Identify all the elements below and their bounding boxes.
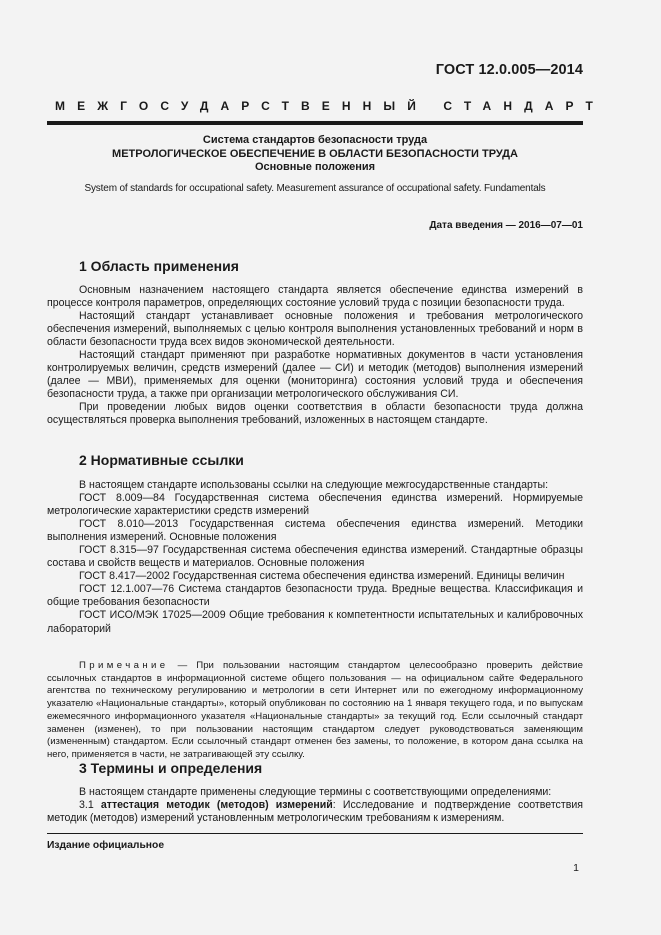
note-label: Примечание [79, 660, 169, 671]
note-text: — При пользовании настоящим стандартом целесообразно проверить действие ссылочных стандартов в информационной системе общего пользования — на официальном сайте Федерального агентства по техническому регулированию и метрологии в сети Интернет или по ежегодному информационному указателю «Национальные стандарты», который опубликован по состоянию на 1 января текущего года, и по выпускам ежемесячного информационного указателя «Национальные стандарты» за текущий год. Если ссылочный стандарт заменен (изменен), то при пользовании настоящим стандартом следует руководствоваться заменяющим (измененным) стандартом. Если ссылочный стандарт отменен без замены, то положение, в котором дана ссылка на него, применяется в части, не затрагивающей эту ссылку. [47, 660, 583, 760]
term-name: аттестация методик (методов) измерений [100, 799, 333, 812]
reference-item: ГОСТ 8.417—2002 Государственная система обеспечения единства измерений. Единицы величин [79, 570, 565, 583]
reference-item: ГОСТ 8.315—97 Государственная система обеспечения единства измерений. Стандартные образцы состава и свойств веществ и материалов. Основные положения [47, 544, 583, 570]
title-main: МЕТРОЛОГИЧЕСКОЕ ОБЕСПЕЧЕНИЕ В ОБЛАСТИ БЕЗОПАСНОСТИ ТРУДА [112, 147, 518, 160]
official-edition-label: Издание официальное [47, 840, 165, 851]
title-block [47, 134, 583, 175]
section-heading-normative-references: 2 Нормативные ссылки [79, 452, 244, 468]
paragraph: Настоящий стандарт устанавливает основные положения и требования метрологического обеспечения измерений, выполняемых с целью контроля выполнения установленных требований и норм в области безопасности труда всех видов экономической деятельности. [47, 310, 583, 349]
reference-item: ГОСТ 8.010—2013 Государственная система обеспечения единства измерений. Методики выполнения измерений. Основные положения [47, 518, 583, 544]
term-number: 3.1 [79, 799, 94, 812]
page-number: 1 [573, 862, 579, 874]
header-rule [47, 121, 583, 125]
document-id: ГОСТ 12.0.005—2014 [435, 62, 583, 78]
title-sub: Основные положения [254, 161, 376, 173]
term-definition [47, 799, 583, 825]
interstate-standard-label: МЕЖГОСУДАРСТВЕННЫЙ СТАНДАРТ [55, 99, 605, 113]
term-definition-text: : Исследование и подтверждение соответствия методик (методов) измерений установленным метрологическим требованиям к измерениям. [47, 799, 583, 825]
paragraph: При проведении любых видов оценки соответствия в области безопасности труда должна осуществляться проверка выполнения требований, изложенных в настоящем стандарте. [47, 401, 583, 427]
paragraph: Настоящий стандарт применяют при разработке нормативных документов в части установления контролируемых величин, средств измерений (далее — СИ) и методик (методов) выполнения измерений (далее — МВИ), применяемых для оценки (мониторинга) состояния условий труда и обеспечения безопасности труда, а также при организации метрологического обслуживания СИ. [47, 349, 583, 401]
paragraph: Основным назначением настоящего стандарта является обеспечение единства измерений в процессе контроля параметров, определяющих состояние условий труда с позиции безопасности труда. [47, 284, 583, 310]
note [47, 660, 583, 762]
section-terms-body [47, 786, 583, 825]
title-english: System of standards for occupational safety. Measurement assurance of occupational safety. Fundamentals [84, 183, 546, 194]
footer-rule [47, 833, 583, 834]
section-scope-body [47, 284, 583, 428]
section-heading-terms: 3 Термины и определения [79, 760, 263, 776]
note-paragraph [47, 660, 583, 762]
section-references-body [47, 479, 583, 636]
section-heading-scope: 1 Область применения [79, 258, 239, 274]
reference-item: ГОСТ 8.009—84 Государственная система обеспечения единства измерений. Нормируемые метрологические характеристики средств измерений [47, 492, 583, 518]
title-system: Система стандартов безопасности труда [202, 134, 428, 146]
reference-item: ГОСТ ИСО/МЭК 17025—2009 Общие требования к компетентности испытательных и калибровочных лабораторий [47, 609, 583, 635]
reference-item: ГОСТ 12.1.007—76 Система стандартов безопасности труда. Вредные вещества. Классификация и общие требования безопасности [47, 583, 583, 609]
paragraph: В настоящем стандарте применены следующие термины с соответствующими определениями: [79, 786, 552, 798]
introduction-date: Дата введения — 2016—07—01 [429, 220, 583, 231]
paragraph: В настоящем стандарте использованы ссылки на следующие межгосударственные стандарты: [79, 479, 549, 491]
